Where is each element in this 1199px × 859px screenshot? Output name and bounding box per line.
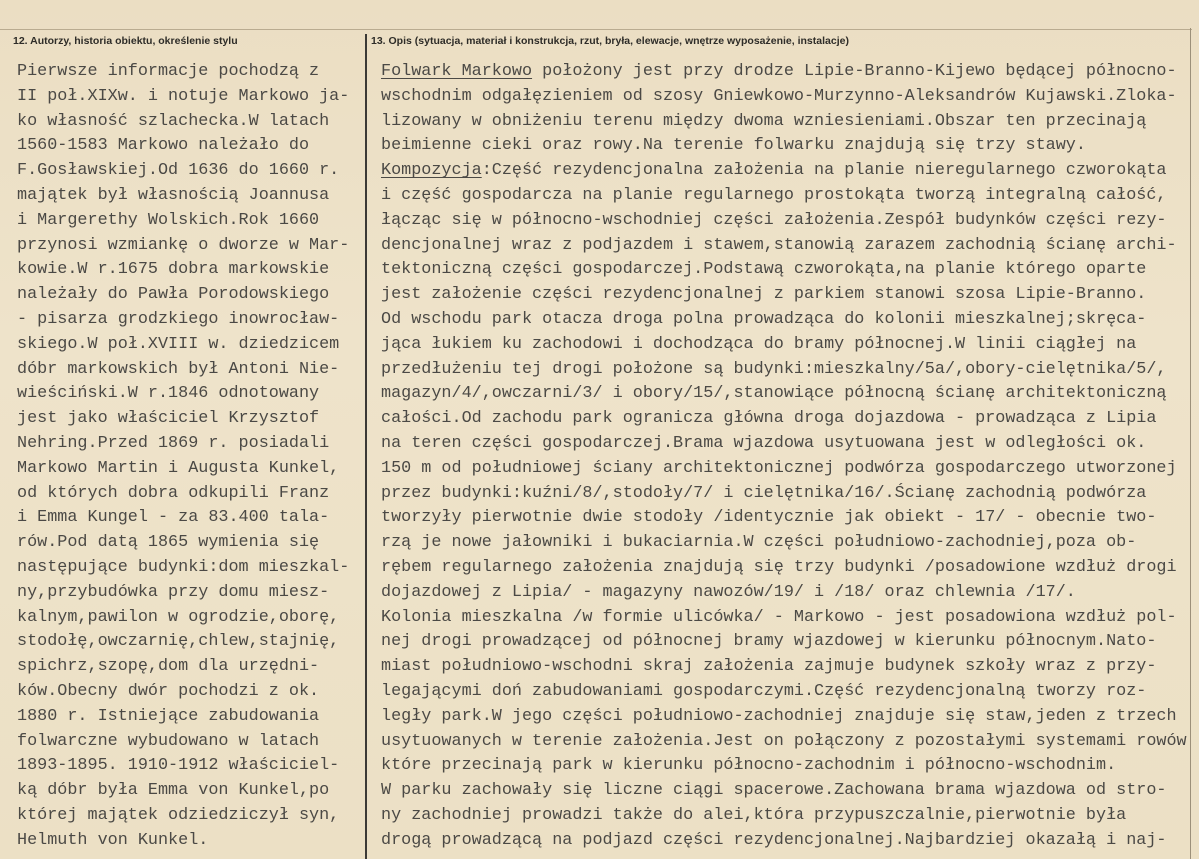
history-line: dóbr markowskich był Antoni Nie- — [17, 359, 340, 379]
description-line: przez budynki:kuźni/8/,stodoły/7/ i cielętnika/16/.Ścianę zachodnią podwórza — [381, 483, 1147, 503]
history-line: przynosi wzmiankę o dworze w Mar- — [17, 235, 350, 255]
history-line: 1880 r. Istniejące zabudowania — [17, 706, 320, 726]
history-line: następujące budynki:dom mieszkal- — [17, 557, 350, 577]
history-line: ków.Obecny dwór pochodzi z ok. — [17, 681, 320, 701]
underlined-heading: Kompozycja — [381, 161, 482, 181]
underlined-heading: Folwark Markowo — [381, 62, 533, 81]
description-line: rzą je nowe jałowniki i bukaciarnia.W części południowo-zachodniej,poza ob- — [381, 533, 1137, 553]
description-line — [381, 60, 1196, 85]
description-line: lizowany w obniżeniu terenu między dwoma wzniesieniami.Obszar ten przecinają — [381, 111, 1147, 131]
description-line: legły park.W jego części południowo-zachodniej znajduje się staw,jeden z trzech — [381, 706, 1177, 726]
history-line: kalnym,pawilon w ogrodzie,oborę, — [17, 607, 340, 627]
description-line: nej drogi prowadzącej od północnej bramy wjazdowej w kierunku północnym.Nato- — [381, 632, 1157, 652]
description-line: które przecinają park w kierunku północno-zachodnim i północno-wschodnim. — [381, 756, 1117, 776]
description-line: wschodnim odgałęzieniem od szosy Gniewkowo-Murzynno-Aleksandrów Kujawski.Zloka- — [381, 86, 1177, 106]
history-line: od których dobra odkupili Franz — [17, 483, 330, 503]
history-line: ko własność szlachecka.W latach — [17, 111, 330, 131]
history-line: folwarczne wybudowano w latach — [17, 731, 320, 751]
history-line: Nehring.Przed 1869 r. posiadali — [17, 433, 330, 453]
description-line: Kolonia mieszkalna /w formie ulicówka/ - Markowo - jest posadowiona wzdłuż pol- — [381, 607, 1177, 627]
history-line: 1893-1895. 1910-1912 właściciel- — [17, 756, 340, 776]
history-line: II poł.XIXw. i notuje Markowo ja- — [17, 86, 350, 106]
history-line: ny,przybudówka przy domu miesz- — [17, 582, 330, 602]
description-line: na teren części gospodarczej.Brama wjazdowa usytuowana jest w odległości ok. — [381, 433, 1147, 453]
history-line: Pierwsze informacje pochodzą z — [17, 62, 320, 81]
description-line: tworzyły pierwotnie dwie stodoły /identycznie jak obiekt - 17/ - obecnie two- — [381, 508, 1157, 528]
history-line: majątek był własnością Joannusa — [17, 185, 330, 205]
description-line: dencjonalnej wraz z podjazdem i stawem,stanowią zarazem zachodnią ścianę archi- — [381, 235, 1177, 255]
description-line: W parku zachowały się liczne ciągi spacerowe.Zachowana brama wjazdowa od stro- — [381, 781, 1167, 801]
description-line: miast południowo-wschodni skraj założenia zajmuje budynek szkoły wraz z przy- — [381, 657, 1157, 677]
history-line: i Emma Kungel - za 83.400 tala- — [17, 508, 330, 528]
history-line: wieściński.W r.1846 odnotowany — [17, 384, 320, 404]
history-column — [17, 60, 362, 854]
section-header-description: 13. Opis (sytuacja, materiał i konstrukcja, rzut, bryła, elewacje, wnętrze wyposażenie, instalacje) — [371, 35, 849, 47]
history-line: skiego.W poł.XVIII w. dziedzicem — [17, 334, 340, 354]
history-line: Markowo Martin i Augusta Kunkel, — [17, 458, 340, 478]
history-line: Helmuth von Kunkel. — [17, 830, 209, 850]
top-rule — [0, 29, 1192, 30]
history-line: należały do Pawła Porodowskiego — [17, 285, 330, 305]
history-line: ką dóbr była Emma von Kunkel,po — [17, 781, 330, 801]
history-line: F.Gosławskiej.Od 1636 do 1660 r. — [17, 161, 340, 181]
description-column — [381, 60, 1196, 854]
description-line: tektoniczną części gospodarczej.Podstawą czworokąta,na planie którego oparte — [381, 260, 1147, 280]
description-line: łącząc się w północno-wschodniej części założenia.Zespół budynków części rezy- — [381, 210, 1167, 230]
description-line: przedłużeniu tej drogi położone są budynki:mieszkalny/5a/,obory-cielętnika/5/, — [381, 359, 1167, 379]
history-line: 1560-1583 Markowo należało do — [17, 136, 310, 156]
description-line: usytuowanych w terenie założenia.Jest on połączony z pozostałymi systemami rowów — [381, 731, 1187, 751]
description-line-text: :Część rezydencjonalna założenia na planie nieregularnego czworokąta — [481, 161, 1167, 181]
description-line: całości.Od zachodu park ogranicza główna droga dojazdowa - prowadząca z Lipia — [381, 409, 1157, 429]
column-divider — [365, 34, 367, 859]
history-line: spichrz,szopę,dom dla urzędni- — [17, 657, 320, 677]
history-line: jest jako właściciel Krzysztof — [17, 409, 320, 429]
description-line: dojazdowej z Lipia/ - magazyny nawozów/19/ i /18/ oraz chlewnia /17/. — [381, 582, 1076, 602]
description-line: legającymi doń zabudowaniami gospodarczymi.Część rezydencjonalną tworzy roz- — [381, 681, 1147, 701]
description-line: jąca łukiem ku zachodowi i dochodząca do bramy północnej.W linii ciągłej na — [381, 334, 1137, 354]
history-line: której majątek odziedziczył syn, — [17, 805, 340, 825]
description-line: beimienne cieki oraz rowy.Na terenie folwarku znajdują się trzy stawy. — [381, 136, 1086, 156]
description-line: ny zachodniej prowadzi także do alei,która przypuszczalnie,pierwotnie była — [381, 805, 1127, 825]
description-line: 150 m od południowej ściany architektonicznej podwórza gospodarczego utworzonej — [381, 458, 1177, 478]
history-line: rów.Pod datą 1865 wymienia się — [17, 533, 320, 553]
history-line: i Margerethy Wolskich.Rok 1660 — [17, 210, 320, 230]
description-line: Od wschodu park otacza droga polna prowadząca do kolonii mieszkalnej;skręca- — [381, 309, 1147, 329]
history-line: stodołę,owczarnię,chlew,stajnię, — [17, 632, 340, 652]
history-line: - pisarza grodzkiego inowrocław- — [17, 309, 340, 329]
description-line: magazyn/4/,owczarni/3/ i obory/15/,stanowiące północną ścianę architektoniczną — [381, 384, 1167, 404]
description-line: i część gospodarcza na planie regularnego prostokąta tworzą integralną całość, — [381, 185, 1167, 205]
history-line: kowie.W r.1675 dobra markowskie — [17, 260, 330, 280]
description-line — [381, 159, 1196, 184]
description-line: rębem regularnego założenia znajdują się trzy budynki /posadowione wzdłuż drogi — [381, 557, 1177, 577]
description-line: jest założenie części rezydencjonalnej z parkiem stanowi szosa Lipie-Branno. — [381, 285, 1147, 305]
description-line-text: położony jest przy drodze Lipie-Branno-Kijewo będącej północno- — [532, 62, 1177, 81]
description-line: drogą prowadzącą na podjazd części rezydencjonalnej.Najbardziej okazałą i naj- — [381, 830, 1167, 850]
section-header-history: 12. Autorzy, historia obiektu, określenie stylu — [13, 35, 238, 47]
